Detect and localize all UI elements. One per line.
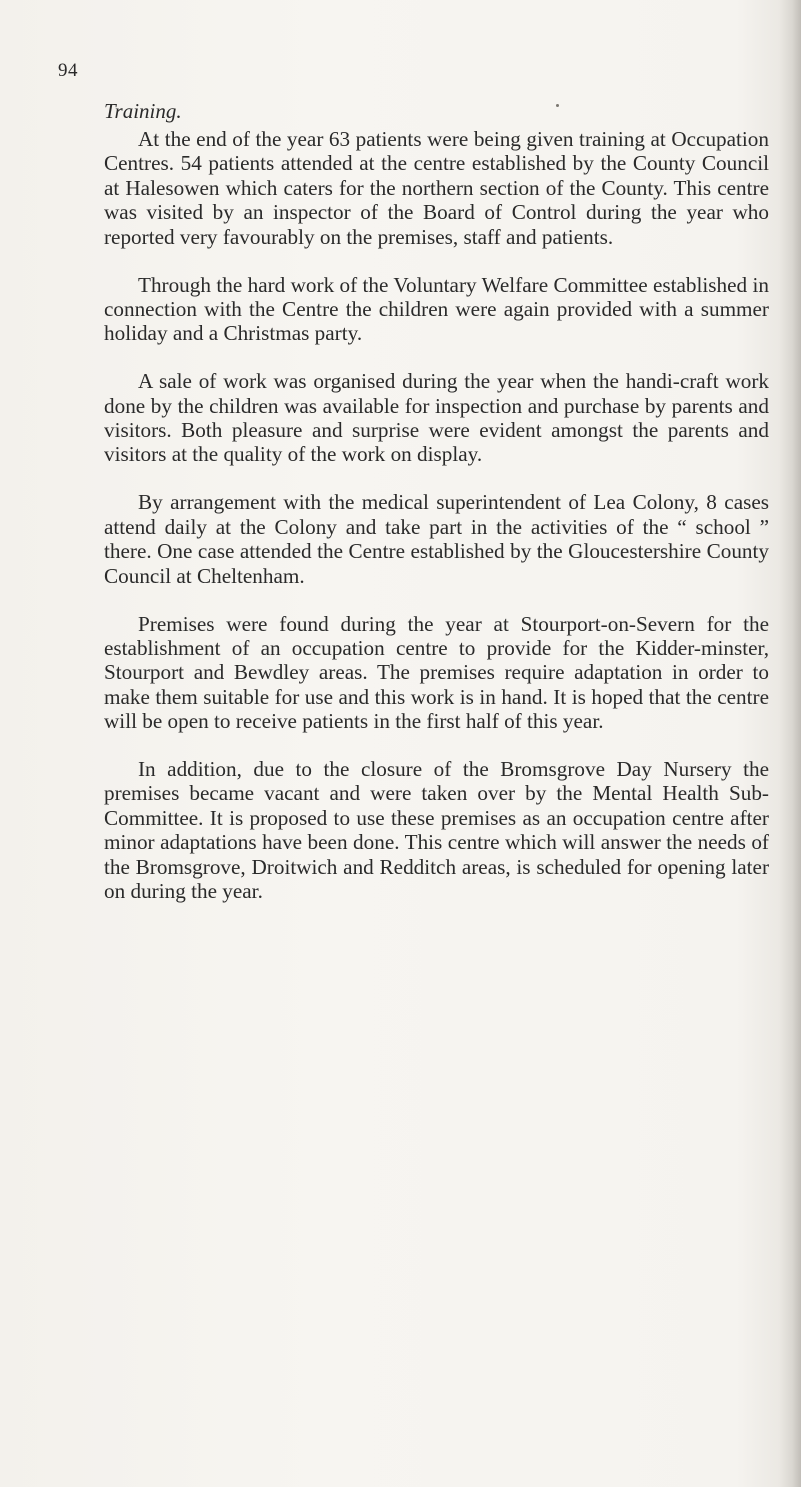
paragraph-lea-colony: By arrangement with the medical superintendent of Lea Colony, 8 cases attend daily at the Colony and take part in the activities of the “ school ” there. One case attended the Centre established by the Gloucestershire County Council at Cheltenham. bbox=[104, 490, 769, 588]
section-title: Training. bbox=[104, 99, 182, 123]
page-number: 94 bbox=[58, 60, 78, 81]
paragraph-welfare-committee: Through the hard work of the Voluntary Welfare Committee established in connection with the Centre the children were again provided with a summer holiday and a Christmas party. bbox=[104, 272, 769, 346]
paragraph-occupation-centres: At the end of the year 63 patients were being given training at Occupation Centres. 54 patients attended at the centre established by the County Council at Halesowen which caters for the northern section of the County. This centre was visited by an inspector of the Board of Control during the year who reported very favourably on the premises, staff and patients. bbox=[104, 127, 769, 249]
paragraph-stourport-premises: Premises were found during the year at Stourport-on-Severn for the establishment of an occupation centre to provide for the Kidder-minster, Stourport and Bewdley areas. The premises require adaptation in order to make them suitable for use and this work is in hand. It is hoped that the centre will be open to receive patients in the first half of this year. bbox=[104, 611, 769, 734]
paragraph-bromsgrove-nursery: In addition, due to the closure of the Bromsgrove Day Nursery the premises became vacant and were taken over by the Mental Health Sub-Committee. It is proposed to use these premises as an occupation centre after minor adaptations have been done. This centre which will answer the needs of the Bromsgrove, Droitwich and Redditch areas, is scheduled for opening later on during the year. bbox=[104, 757, 769, 904]
paragraph-sale-of-work: A sale of work was organised during the year when the handi-craft work done by the children was available for inspection and purchase by parents and visitors. Both pleasure and surprise were evident amongst the parents and visitors at the quality of the work on display. bbox=[104, 369, 769, 467]
page-edge-shadow bbox=[779, 0, 801, 1487]
print-speck bbox=[556, 104, 559, 107]
body-text bbox=[104, 127, 769, 927]
